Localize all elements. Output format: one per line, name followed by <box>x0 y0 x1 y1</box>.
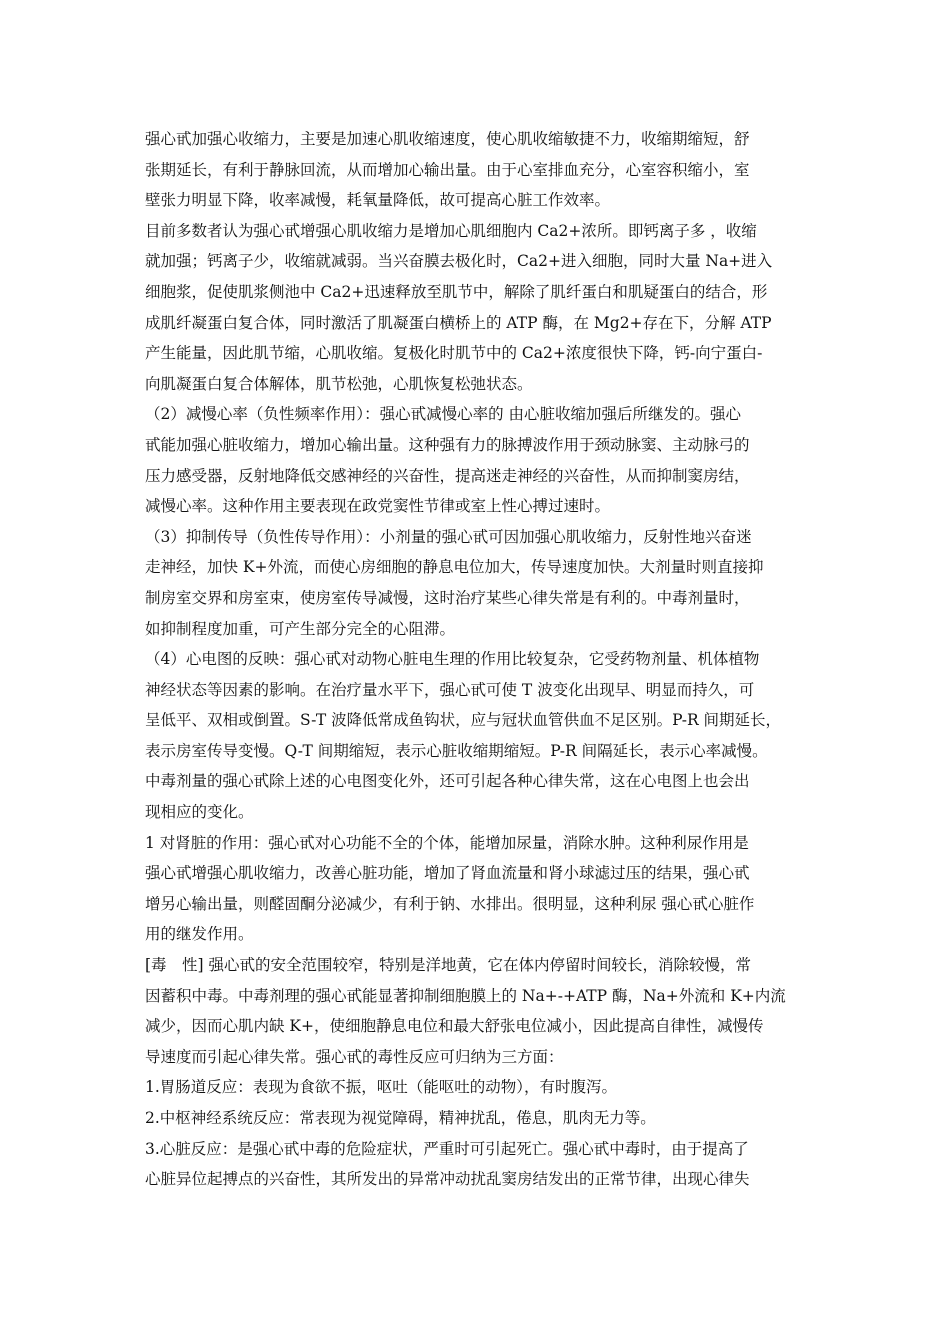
text-line: 产生能量，因此肌节缩，心肌收缩。复极化时肌节中的 Ca2+浓度很快下降，钙-向宁蛋白- <box>145 344 763 363</box>
text-line: 壁张力明显下降，收率减慢，耗氧量降低，故可提高心脏工作效率。 <box>145 191 611 210</box>
text-line: 就加强；钙离子少，收缩就减弱。当兴奋膜去极化时，Ca2+进入细胞，同时大量 Na+进入 <box>145 252 773 271</box>
text-line: 减少，因而心肌内缺 K+，使细胞静息电位和最大舒张电位减小，因此提高自律性，减慢传 <box>145 1017 764 1036</box>
text-line: 现相应的变化。 <box>145 803 254 822</box>
text-line: 1 对肾脏的作用：强心甙对心功能不全的个体，能增加尿量，消除水肿。这种利尿作用是 <box>145 833 749 852</box>
text-line: 强心甙加强心收缩力，主要是加速心肌收缩速度，使心肌收缩敏捷不力，收缩期缩短，舒 <box>145 130 750 148</box>
text-line: （3）抑制传导（负性传导作用）：小剂量的强心甙可因加强心肌收缩力，反射性地兴奋迷 <box>145 527 752 546</box>
text-line: 强心甙增强心肌收缩力，改善心脏功能，增加了肾血流量和肾小球滤过压的结果，强心甙 <box>145 864 750 883</box>
text-line: 甙能加强心脏收缩力，增加心输出量。这种强有力的脉搏波作用于颈动脉窦、主动脉弓的 <box>145 435 750 454</box>
text-line: 增另心输出量，则醛固酮分泌减少，有利于钠、水排出。很明显，这种利尿 强心甙心脏作 <box>145 894 755 913</box>
text-line: 导速度而引起心律失常。强心甙的毒性反应可归纳为三方面： <box>145 1047 564 1066</box>
text-line: 3.心脏反应：是强心甙中毒的危险症状，严重时可引起死亡。强心甙中毒时，由于提高了 <box>145 1139 749 1158</box>
text-line: 心脏异位起搏点的兴奋性，其所发出的异常冲动扰乱窦房结发出的正常节律，出现心律失 <box>145 1170 750 1189</box>
document-body <box>145 124 815 1195</box>
text-line: 目前多数者认为强心甙增强心肌收缩力是增加心肌细胞内 Ca2+浓所。即钙离子多 ，收缩 <box>145 221 757 240</box>
text-line: 2.中枢神经系统反应：常表现为视觉障碍，精神扰乱，倦息，肌肉无力等。 <box>145 1109 656 1127</box>
text-line: 细胞浆，促使肌浆侧池中 Ca2+迅速释放至肌节中，解除了肌纤蛋白和肌疑蛋白的结合，形 <box>145 282 768 301</box>
text-line: 神经状态等因素的影响。在治疗量水平下，强心甙可使 T 波变化出现早、明显而持久，可 <box>145 680 755 699</box>
text-line: 1.胃肠道反应：表现为食欲不振，呕吐（能呕吐的动物），有时腹泻。 <box>145 1078 618 1097</box>
text-line: 制房室交界和房室束，使房室传导减慢，这时治疗某些心律失常是有利的。中毒剂量时， <box>145 588 750 607</box>
text-line: [毒 性] 强心甙的安全范围较窄，特别是洋地黄，它在体内停留时间较长，消除较慢，常 <box>145 956 752 975</box>
text-line: 呈低平、双相或倒置。S-T 波降低常成鱼钩状，应与冠状血管供血不足区别。P-R 间期延长， <box>145 711 782 730</box>
text-line: 中毒剂量的强心甙除上述的心电图变化外，还可引起各种心律失常，这在心电图上也会出 <box>145 772 750 791</box>
text-line: 向肌凝蛋白复合体解体，肌节松弛，心肌恢复松弛状态。 <box>145 374 533 393</box>
text-line: 用的继发作用。 <box>145 925 254 944</box>
text-line: 如抑制程度加重，可产生部分完全的心阻滞。 <box>145 619 456 638</box>
text-line: 因蓄积中毒。中毒剂理的强心甙能显著抑制细胞膜上的 Na+-+ATP 酶，Na+外流和 K+内流 <box>145 986 786 1005</box>
text-line: 减慢心率。这种作用主要表现在政党窦性节律或室上性心搏过速时。 <box>145 497 611 516</box>
text-line: （4）心电图的反映：强心甙对动物心脏电生理的作用比较复杂，它受药物剂量、机体植物 <box>145 650 760 669</box>
text-line: 张期延长，有利于静脉回流，从而增加心输出量。由于心室排血充分，心室容积缩小，室 <box>145 160 750 179</box>
text-line: 表示房室传导变慢。Q-T 间期缩短，表示心脏收缩期缩短。P-R 间隔延长，表示心率减慢。 <box>145 741 768 760</box>
text-line: 压力感受器，反射地降低交感神经的兴奋性，提高迷走神经的兴奋性，从而抑制窦房结， <box>145 466 750 485</box>
text-line: （2）减慢心率（负性频率作用）：强心甙减慢心率的 由心脏收缩加强后所继发的。强心 <box>145 405 742 424</box>
text-line: 成肌纤凝蛋白复合体，同时激活了肌凝蛋白横桥上的 ATP 酶，在 Mg2+存在下，分解 ATP <box>145 313 772 332</box>
text-line: 走神经，加快 K+外流，而使心房细胞的静息电位加大，传导速度加快。大剂量时则直接抑 <box>145 558 764 577</box>
